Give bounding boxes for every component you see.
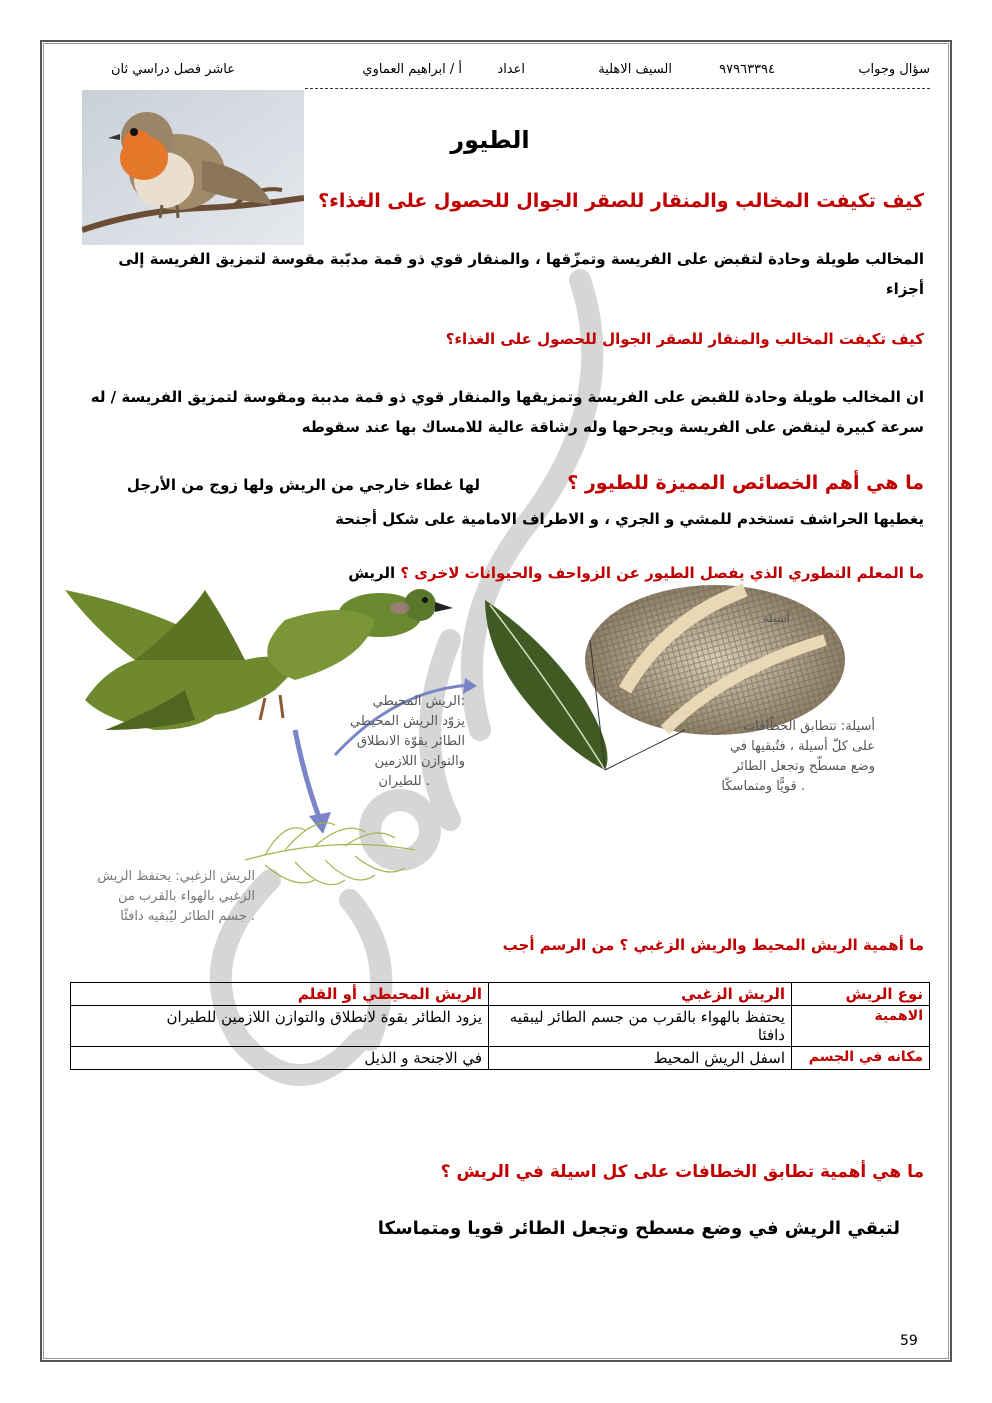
question-6: ما هي أهمية تطابق الخطافات على كل اسيلة في الريش ؟ bbox=[440, 1162, 924, 1182]
svg-text:على كلّ أسيلة ، فتُبقيها في: على كلّ أسيلة ، فتُبقيها في bbox=[729, 739, 875, 754]
barb-small-label: أسيلة bbox=[762, 611, 790, 625]
page-number: 59 bbox=[900, 1333, 918, 1349]
table-cell: يحتفظ بالهواء بالقرب من جسم الطائر ليبقيه دافئا bbox=[489, 1006, 792, 1047]
question-3: ما هي أهم الخصائص المميزة للطيور ؟ bbox=[567, 472, 924, 494]
feather-comparison-table bbox=[70, 982, 930, 1070]
header-qa: سؤال وجواب bbox=[858, 62, 930, 77]
table-row bbox=[71, 1006, 930, 1047]
svg-text:الزغبي بالهواء بالقرب من: الزغبي بالهواء بالقرب من bbox=[117, 889, 255, 904]
feather-diagram bbox=[45, 580, 925, 925]
table-cell: اسفل الريش المحيط bbox=[489, 1047, 792, 1070]
answer-3-line-2: يغطيها الحراشف تستخدم للمشي و الجري ، و الاطراف الامامية على شكل أجنحة bbox=[335, 510, 924, 528]
header-prepared-label: اعداد bbox=[497, 62, 525, 77]
answer-3-line-1: لها غطاء خارجي من الريش ولها زوج من الأرجل bbox=[126, 476, 480, 494]
svg-text:للطيران .: للطيران . bbox=[378, 774, 430, 789]
table-header-cell: نوع الريش bbox=[792, 983, 930, 1006]
header-school: السيف الاهلية bbox=[598, 62, 672, 77]
header-author: أ / ابراهيم العماوي bbox=[362, 62, 462, 77]
header-grade: عاشر فصل دراسي ثان bbox=[110, 62, 235, 77]
svg-text:الطائر بقوّة الانطلاق: الطائر بقوّة الانطلاق bbox=[356, 734, 465, 749]
page-header bbox=[80, 62, 930, 82]
svg-text:والتوازن اللازمين: والتوازن اللازمين bbox=[374, 754, 465, 769]
question-4 bbox=[348, 564, 924, 582]
table-row bbox=[71, 1047, 930, 1070]
question-1: كيف تكيفت المخالب والمنقار للصقر الجوال للحصول على الغذاء؟ bbox=[318, 190, 924, 212]
svg-text:قويًّا ومتماسكًا .: قويًّا ومتماسكًا . bbox=[721, 779, 805, 794]
table-row-label: الاهمية bbox=[792, 1006, 930, 1047]
svg-text:جسم الطائر ليُبقيه دافئًا .: جسم الطائر ليُبقيه دافئًا . bbox=[120, 909, 255, 924]
table-header-cell: الريش المحيطي أو القلم bbox=[71, 983, 489, 1006]
table-row-label: مكانه في الجسم bbox=[792, 1047, 930, 1070]
robin-bird-image bbox=[82, 90, 304, 245]
answer-2: ان المخالب طويلة وحادة للقبض على الفريسة وتمزيقها والمنقار قوي ذو قمة مدببة ومقوسة لتمزيق الفريسة / له سرعة كبيرة لينقض على الفريسة ويجرحها وله رشاقة عالية للامساك بها عند سقوطه bbox=[90, 388, 924, 436]
header-phone: ٩٧٩٦٣٣٩٤ bbox=[719, 62, 775, 77]
question-5: ما أهمية الريش المحيط والريش الزغبي ؟ من الرسم أجب bbox=[502, 936, 924, 954]
table-cell: في الاجنحة و الذيل bbox=[71, 1047, 489, 1070]
svg-text:يزوّد الريش المحيطي: يزوّد الريش المحيطي bbox=[350, 714, 465, 729]
barbs-label: أسيلة: تتطابق الخطّافات bbox=[743, 719, 875, 734]
header-divider bbox=[305, 88, 930, 89]
answer-1: المخالب طويلة وحادة لتقبض على الفريسة وتمزّقها ، والمنقار قوي ذو قمة مدبّبة مقوسة لتمزيق الفريسة إلى أجزاء bbox=[118, 250, 924, 298]
answer-6: لتبقي الريش في وضع مسطح وتجعل الطائر قويا ومتماسكا bbox=[377, 1218, 900, 1239]
table-cell: يزود الطائر بقوة لانطلاق والتوازن اللازمين للطيران bbox=[71, 1006, 489, 1047]
down-feather-label: الريش الزغبي: يحتفظ الريش bbox=[97, 869, 255, 884]
contour-label: الريش المحيطي: bbox=[372, 694, 465, 709]
table-header-cell: الريش الزغبي bbox=[489, 983, 792, 1006]
question-4-text: ما المعلم التطوري الذي يفصل الطيور عن الزواحف والحيوانات لاخرى ؟ bbox=[400, 564, 924, 582]
svg-text:وضع مسطّح وتجعل الطائر: وضع مسطّح وتجعل الطائر bbox=[733, 759, 875, 774]
table-header-row bbox=[71, 983, 930, 1006]
answer-4: الريش bbox=[348, 564, 396, 582]
question-2: كيف تكيفت المخالب والمنقار للصقر الجوال للحصول على الغذاء؟ bbox=[445, 330, 924, 348]
page-title: الطيور bbox=[450, 126, 530, 154]
